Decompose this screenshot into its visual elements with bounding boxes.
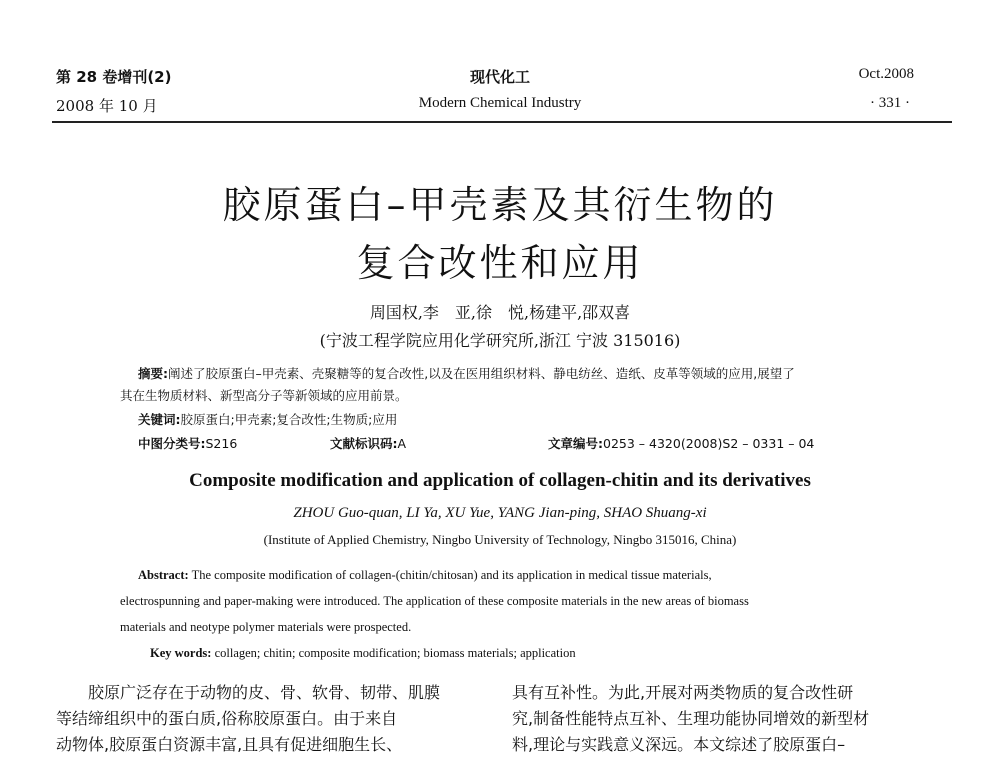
journal-date-en: Oct.2008 (858, 66, 914, 82)
keywords-cn-text: 胶原蛋白;甲壳素;复合改性;生物质;应用 (180, 412, 398, 427)
affiliation-cn: (宁波工程学院应用化学研究所,浙江 宁波 315016) (319, 331, 681, 350)
body-left-line: 等结缔组织中的蛋白质,俗称胶原蛋白。由于来自 (56, 709, 398, 728)
title-cn-line2: 复合改性和应用 (356, 241, 644, 285)
article-value: 0253 – 4320(2008)S2 – 0331 – 04 (603, 436, 815, 451)
title-en: Composite modification and application of collagen-chitin and its derivatives (189, 470, 811, 491)
doc-value: A (397, 436, 407, 451)
keywords-en (150, 646, 576, 661)
keywords-en-label: Key words: (150, 646, 212, 660)
journal-volume: 第 28 卷增刊(2) (56, 68, 172, 86)
abstract-en-line1 (138, 568, 712, 583)
body-left-column (56, 680, 456, 758)
doc-code (330, 434, 406, 452)
clc-value: S216 (205, 436, 238, 451)
authors-cn: 周国权,李 亚,徐 悦,杨建平,邵双喜 (369, 303, 631, 322)
body-right-line: 究,制备性能特点互补、生理功能协同增效的新型材 (512, 709, 870, 728)
clc-number (138, 434, 237, 452)
clc-label: 中图分类号: (138, 436, 206, 451)
affiliation-en: (Institute of Applied Chemistry, Ningbo University of Technology, Ningbo 315016, China) (263, 532, 737, 547)
title-cn-line1: 胶原蛋白–甲壳素及其衍生物的 (222, 183, 778, 227)
keywords-en-text: collagen; chitin; composite modification; biomass materials; application (214, 646, 576, 660)
abstract-cn-line1 (138, 364, 795, 382)
journal-name-cn: 现代化工 (469, 68, 530, 86)
doc-label: 文献标识码: (330, 436, 398, 451)
body-right-column (512, 680, 912, 758)
keywords-cn-label: 关键词: (138, 412, 181, 427)
page-number: · 331 · (870, 95, 910, 111)
body-left-line: 动物体,胶原蛋白资源丰富,且具有促进细胞生长、 (56, 735, 403, 754)
journal-name-en: Modern Chemical Industry (418, 95, 582, 111)
article-number (548, 434, 814, 452)
abstract-cn-label: 摘要: (138, 366, 168, 381)
authors-en: ZHOU Guo-quan, LI Ya, XU Yue, YANG Jian-ping, SHAO Shuang-xi (293, 505, 707, 521)
body-right-line: 料,理论与实践意义深远。本文综述了胶原蛋白– (512, 735, 846, 754)
abstract-en-label: Abstract: (138, 568, 189, 582)
body-right-line: 具有互补性。为此,开展对两类物质的复合改性研 (512, 683, 854, 702)
abstract-cn-line2: 其在生物质材料、新型高分子等新领域的应用前景。 (120, 388, 408, 403)
article-label: 文章编号: (548, 436, 603, 451)
abstract-en-line3: materials and neotype polymer materials were prospected. (120, 620, 412, 634)
abstract-en-text1: The composite modification of collagen-(chitin/chitosan) and its application in medical tissue materials, (191, 568, 712, 582)
keywords-cn (138, 410, 397, 428)
abstract-en-line2: electrospunning and paper-making were introduced. The application of these composite materials in the new areas of biomass (120, 594, 749, 608)
header-rule (52, 121, 952, 123)
body-left-line: 胶原广泛存在于动物的皮、骨、软骨、韧带、肌膜 (56, 683, 441, 702)
abstract-cn-text1: 阐述了胶原蛋白–甲壳素、壳聚糖等的复合改性,以及在医用组织材料、静电纺丝、造纸、皮革等领域的应用,展望了 (168, 366, 795, 381)
journal-issue-date: 2008 年 10 月 (56, 97, 158, 115)
